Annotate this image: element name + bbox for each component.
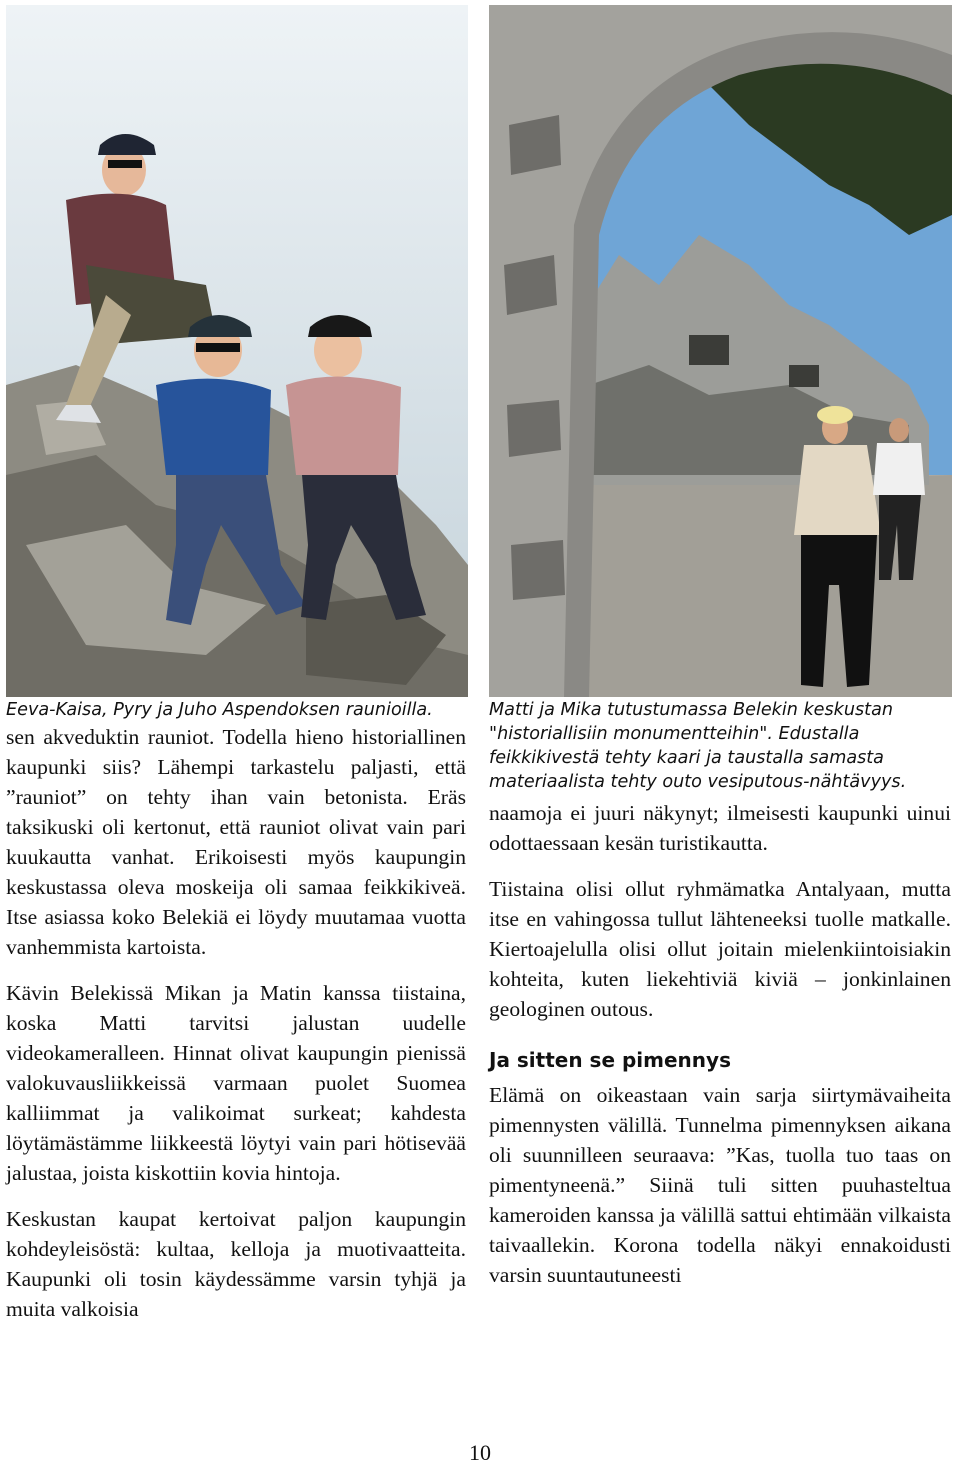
left-paragraph-1: sen akveduktin rauniot. Todella hieno historiallinen kaupunki siis? Lähempi tarkastelu paljasti, että ”rauniot” on tehty ihan vain betonista. Eräs taksikuski oli kertonut, että rauniot olivat vain pari kuukautta vanhat. Erikoisesti myös kaupungin keskustassa oleva moskeija oli samaa feikkikiveä. Itse asiassa koko Belekiä ei löydy muutamaa vuotta vanhemmista kartoista. xyxy=(6,725,466,959)
left-paragraph-2: Kävin Belekissä Mikan ja Matin kanssa tiistaina, koska Matti tarvitsi jalustan uudelle videokameralleen. Hinnat olivat kaupungin pienissä valokuvausliikkeissä varmaan puolet Suomea kalliimmat ja valikoimat surkeat; kahdesta löytämästämme liikkeestä löytyi vain pari hötisevää jalustaa, joista kiskottiin kovia hintoja. xyxy=(6,981,466,1185)
left-paragraph-3: Keskustan kaupat kertoivat paljon kaupungin kohdeyleisöstä: kultaa, kelloja ja muotivaatteita. Kaupunki oli tosin käydessämme varsin tyhjä ja muita valkoisia xyxy=(6,1207,466,1321)
section-heading: Ja sitten se pimennys xyxy=(489,1048,731,1072)
right-paragraph-2: Tiistaina olisi ollut ryhmämatka Antalyaan, mutta itse en vahingossa tullut lähteneeksi tuolle matkalle. Kiertoajelulla olisi ollut joitain mielenkiintoisiakin kohteita, kuten liekehtiviä kiviä – jonkinlainen geologinen outous. xyxy=(489,877,951,1021)
right-column xyxy=(489,698,951,1290)
right-photo-caption: Matti ja Mika tutustumassa Belekin keskustan "historiallisiin monumentteihin". Edustalla feikkikivestä tehty kaari ja taustalla samasta materiaalista tehty outo vesiputous-nähtävyys. xyxy=(489,700,907,792)
left-photo-caption: Eeva-Kaisa, Pyry ja Juho Aspendoksen raunioilla. xyxy=(6,700,433,720)
page-number: 10 xyxy=(469,1440,491,1465)
ruins-family-photo xyxy=(6,5,468,697)
right-paragraph-1: naamoja ei juuri näkynyt; ilmeisesti kaupunki uinui odottaessaan kesän turistikautta. xyxy=(489,801,951,855)
belek-arch-photo xyxy=(489,5,952,697)
left-column xyxy=(6,698,466,1324)
right-paragraph-3: Elämä on oikeastaan vain sarja siirtymävaiheita pimennysten välillä. Tunnelma pimennyksen aikana oli suunnilleen seuraava: ”Kas, tuolla tuo taas on pimentyneenä.” Siinä tuli sitten puuhasteltua kameroiden kanssa ja välillä sattui ehtimään vilkaista taivaallekin. Korona todella näkyi ennakoidusti varsin suuntautuneesti xyxy=(489,1083,951,1287)
